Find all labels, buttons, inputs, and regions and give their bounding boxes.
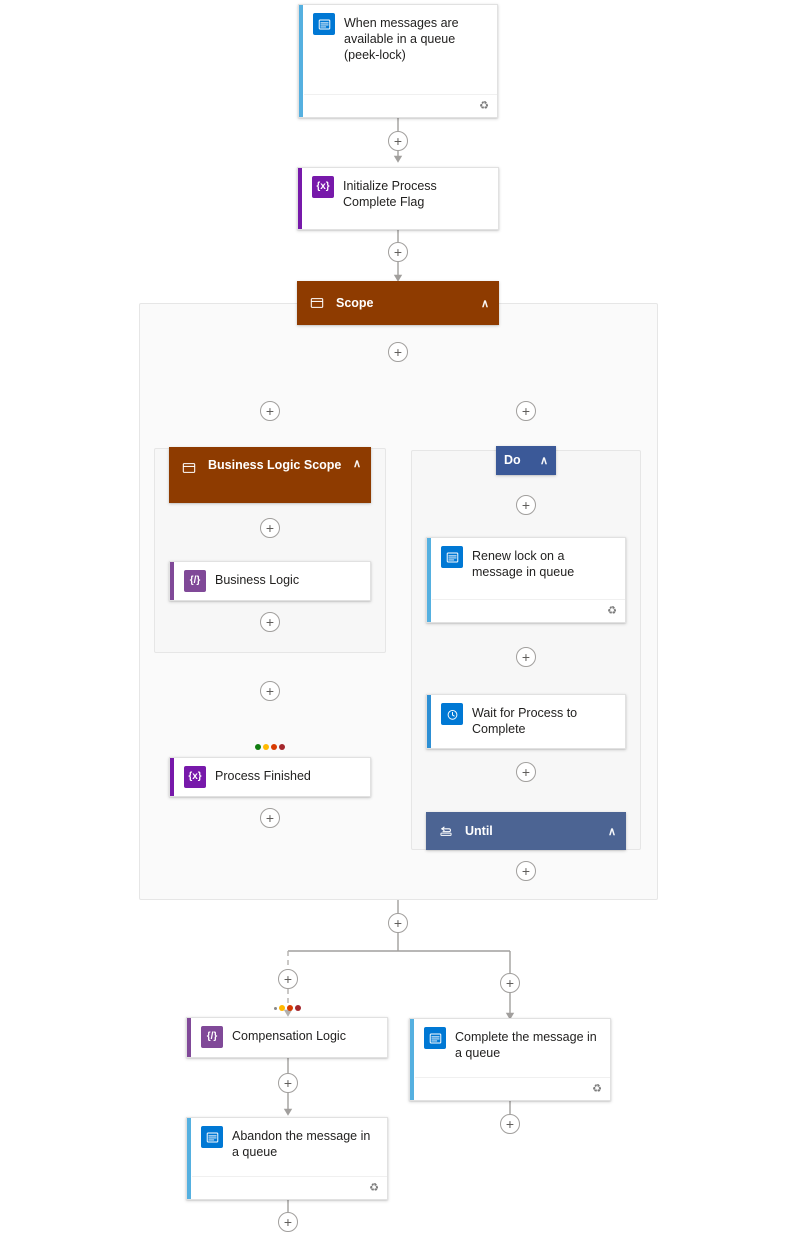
inline-code-icon: {/} [201, 1026, 223, 1048]
accent-bar [170, 562, 174, 600]
dot-red [295, 1005, 301, 1011]
variable-icon: {x} [312, 176, 334, 198]
add-after-renew-lock[interactable]: + [516, 647, 536, 667]
connection-link-icon[interactable]: ♻ [592, 1083, 602, 1095]
service-bus-icon [201, 1126, 223, 1148]
accent-bar [187, 1018, 191, 1057]
add-after-trigger[interactable]: + [388, 131, 408, 151]
add-branch-left[interactable]: + [260, 401, 280, 421]
dot-red [279, 744, 285, 750]
node-footer [415, 1077, 610, 1100]
run-after-status-dots[interactable] [255, 744, 285, 750]
chevron-up-icon[interactable]: ∧ [480, 297, 489, 310]
accent-bar [170, 758, 174, 796]
dot-yellow [263, 744, 269, 750]
scope-icon [307, 293, 327, 313]
chevron-up-icon[interactable]: ∧ [607, 825, 616, 838]
accent-bar [427, 538, 431, 622]
node-label: Complete the message in a queue [455, 1030, 597, 1060]
dot-small [274, 1007, 277, 1010]
node-label: Initialize Process Complete Flag [343, 179, 437, 209]
inline-code-icon: {/} [184, 570, 206, 592]
add-after-init-flag[interactable]: + [388, 242, 408, 262]
dot-orange [271, 744, 277, 750]
add-after-compensation-logic[interactable]: + [278, 1073, 298, 1093]
node-trigger-service-bus[interactable] [298, 4, 498, 118]
add-inside-scope-top[interactable]: + [388, 342, 408, 362]
add-inside-do-top[interactable]: + [516, 495, 536, 515]
scope-icon [179, 458, 199, 478]
scope-header-business-logic-scope[interactable] [169, 447, 371, 503]
scope-title: Business Logic Scope [208, 458, 342, 472]
add-after-process-finished[interactable]: + [260, 808, 280, 828]
connection-link-icon[interactable]: ♻ [607, 605, 617, 617]
node-label: Renew lock on a message in queue [472, 549, 575, 579]
service-bus-icon [313, 13, 335, 35]
node-footer [192, 1176, 387, 1199]
node-label: Business Logic [215, 573, 300, 587]
add-after-business-logic-scope[interactable]: + [260, 681, 280, 701]
dot-yellow [279, 1005, 285, 1011]
add-after-abandon-message[interactable]: + [278, 1212, 298, 1232]
scope-title: Scope [336, 295, 374, 310]
loop-header-until[interactable] [426, 812, 626, 850]
node-footer [304, 94, 497, 117]
node-abandon-message[interactable] [186, 1117, 388, 1200]
accent-bar [427, 695, 431, 748]
service-bus-icon [424, 1027, 446, 1049]
node-process-finished[interactable] [169, 757, 371, 797]
node-renew-lock[interactable] [426, 537, 626, 623]
run-after-status-dots-compensation[interactable] [274, 1005, 301, 1011]
add-after-complete-message[interactable]: + [500, 1114, 520, 1134]
node-complete-message[interactable] [409, 1018, 611, 1101]
add-after-scope[interactable]: + [388, 913, 408, 933]
node-footer [432, 599, 625, 622]
node-wait-for-process-to-complete[interactable] [426, 694, 626, 749]
node-business-logic[interactable] [169, 561, 371, 601]
chevron-up-icon[interactable]: ∧ [352, 458, 361, 470]
variable-icon: {x} [184, 766, 206, 788]
accent-bar [410, 1019, 414, 1100]
node-compensation-logic[interactable] [186, 1017, 388, 1058]
delay-icon [441, 703, 463, 725]
add-after-wait-process[interactable]: + [516, 762, 536, 782]
add-branch-right[interactable]: + [516, 401, 536, 421]
accent-bar [187, 1118, 191, 1199]
add-after-until[interactable]: + [516, 861, 536, 881]
node-label: Compensation Logic [232, 1029, 346, 1043]
accent-bar [298, 168, 302, 229]
add-inside-business-logic-scope-top[interactable]: + [260, 518, 280, 538]
node-label: Abandon the message in a queue [232, 1129, 371, 1159]
scope-header-scope[interactable] [297, 281, 499, 325]
service-bus-icon [441, 546, 463, 568]
add-after-business-logic[interactable]: + [260, 612, 280, 632]
connection-link-icon[interactable]: ♻ [369, 1182, 379, 1194]
connection-link-icon[interactable]: ♻ [479, 100, 489, 112]
until-title: Until [465, 823, 493, 838]
dot-green [255, 744, 261, 750]
chevron-up-icon[interactable]: ∧ [539, 455, 548, 467]
add-before-complete-message[interactable]: + [500, 973, 520, 993]
accent-bar [299, 5, 303, 117]
until-icon [436, 821, 456, 841]
node-label: Wait for Process to Complete [472, 706, 578, 736]
node-label: Process Finished [215, 769, 311, 783]
do-title: Do [504, 453, 521, 467]
node-label: When messages are available in a queue (peek-lock) [344, 16, 459, 62]
loop-header-do[interactable] [496, 446, 556, 475]
node-initialize-process-complete-flag[interactable] [297, 167, 499, 230]
add-before-compensation-logic[interactable]: + [278, 969, 298, 989]
dot-orange [287, 1005, 293, 1011]
